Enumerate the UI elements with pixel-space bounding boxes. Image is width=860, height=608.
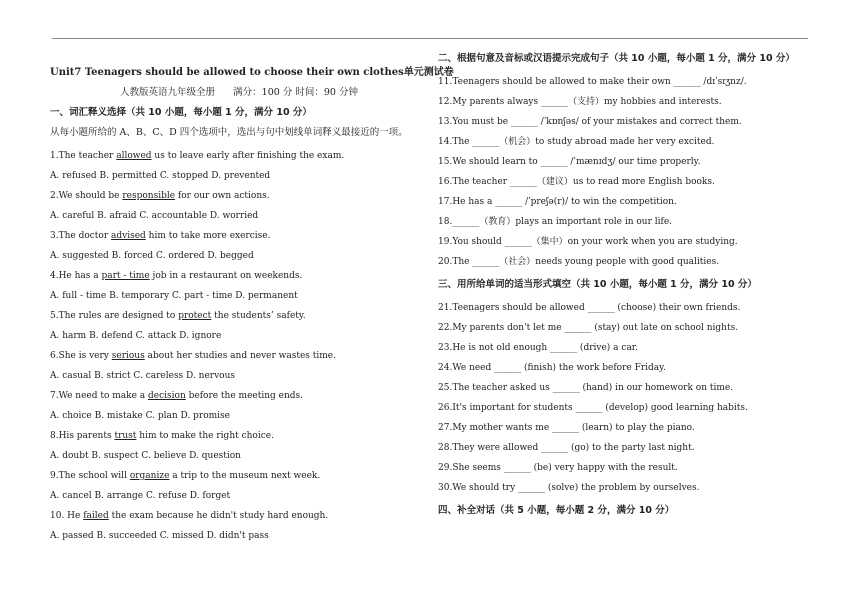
- options-line: A. cancel B. arrange C. refuse D. forget: [50, 491, 231, 501]
- question-text: 7.We need to make a: [50, 391, 149, 401]
- question-text: 5.The rules are designed to: [50, 311, 179, 321]
- question-text: him to make the right choice.: [136, 431, 274, 441]
- options-line: A. refused B. permitted C. stopped D. prevented: [50, 171, 271, 181]
- question-line: 20.The ______（社会）needs young people with good qualities.: [438, 257, 720, 267]
- question-line: 27.My mother wants me ______ (learn) to play the piano.: [438, 423, 695, 433]
- question-line: 26.It's important for students ______ (develop) good learning habits.: [438, 403, 748, 413]
- options-line: A. choice B. mistake C. plan D. promise: [50, 411, 230, 421]
- question-line: [50, 306, 428, 326]
- question-line: 28.They were allowed ______ (go) to the party last night.: [438, 443, 695, 453]
- question-line: 21.Teenagers should be allowed ______ (choose) their own friends.: [438, 303, 741, 313]
- question-text: 2.We should be: [50, 191, 123, 201]
- question-line: [50, 226, 428, 246]
- question-line: 22.My parents don't let me ______ (stay) out late on school nights.: [438, 323, 739, 333]
- question-line: 19.You should ______（集中）on your work when you are studying.: [438, 237, 738, 247]
- options-line: A. careful B. afraid C. accountable D. worried: [50, 211, 259, 221]
- question-line: [50, 466, 428, 486]
- options-line: A. casual B. strict C. careless D. nervous: [50, 371, 236, 381]
- question-text: 4.He has a: [50, 271, 102, 281]
- question-text: 3.The doctor: [50, 231, 111, 241]
- page-subtitle: 人教版英语九年级全册 满分：100 分 时间：90 分钟: [120, 87, 358, 98]
- question-line: [50, 506, 428, 526]
- right-column: [438, 50, 810, 524]
- underlined-word: allowed: [116, 151, 152, 161]
- section1-instruction: 从每小题所给的 A、B、C、D 四个选项中，选出与句中划线单词释义最接近的一项。: [50, 127, 408, 138]
- underlined-word: organize: [129, 471, 170, 481]
- question-line: 16.The teacher ______（建议）us to read more English books.: [438, 177, 715, 187]
- underlined-word: advised: [111, 231, 146, 241]
- question-line: 29.She seems ______ (be) very happy with the result.: [438, 463, 678, 473]
- section3-items: [438, 298, 810, 498]
- question-line: 13.You must be ______ /ˈkɒnʃəs/ of your mistakes and correct them.: [438, 117, 742, 127]
- underlined-word: part - time: [101, 271, 150, 281]
- question-line: 30.We should try ______ (solve) the problem by ourselves.: [438, 483, 700, 493]
- question-line: 24.We need ______ (finish) the work before Friday.: [438, 363, 666, 373]
- question-line: [50, 186, 428, 206]
- left-column: [50, 50, 454, 546]
- question-text: about her studies and never wastes time.: [144, 351, 336, 361]
- question-line: [50, 146, 428, 166]
- underlined-word: trust: [114, 431, 137, 441]
- question-line: 12.My parents always ______（支持）my hobbies and interests.: [438, 97, 722, 107]
- section1-heading: 一、词汇释义选择（共 10 小题，每小题 1 分，满分 10 分）: [50, 107, 312, 118]
- section2-items: [438, 72, 810, 272]
- question-line: 25.The teacher asked us ______ (hand) in our homework on time.: [438, 383, 734, 393]
- question-line: 18.______（教育）plays an important role in our life.: [438, 217, 673, 227]
- question-line: 17.He has a ______ /ˈpreʃə(r)/ to win the competition.: [438, 197, 677, 207]
- question-text: 1.The teacher: [50, 151, 117, 161]
- underlined-word: failed: [83, 511, 109, 521]
- question-line: [50, 266, 428, 286]
- question-text: a trip to the museum next week.: [169, 471, 321, 481]
- question-line: [50, 386, 428, 406]
- question-text: us to leave early after finishing the exam.: [151, 151, 345, 161]
- question-text: him to take more exercise.: [145, 231, 271, 241]
- underlined-word: decision: [148, 391, 186, 401]
- section1-items: [50, 146, 428, 546]
- underlined-word: protect: [178, 311, 212, 321]
- options-line: A. harm B. defend C. attack D. ignore: [50, 331, 222, 341]
- question-line: 14.The ______（机会）to study abroad made her very excited.: [438, 137, 715, 147]
- question-text: before the meeting ends.: [185, 391, 304, 401]
- question-text: for our own actions.: [175, 191, 270, 201]
- section2-heading: 二、根据句意及音标或汉语提示完成句子（共 10 小题，每小题 1 分，满分 10 分）: [438, 53, 795, 64]
- section4-heading: 四、补全对话（共 5 小题，每小题 2 分，满分 10 分）: [438, 505, 675, 516]
- underlined-word: serious: [111, 351, 145, 361]
- question-line: 23.He is not old enough ______ (drive) a car.: [438, 343, 638, 353]
- underlined-word: responsible: [122, 191, 176, 201]
- question-line: 15.We should learn to ______ /ˈmænɪdʒ/ our time properly.: [438, 157, 701, 167]
- question-text: 6.She is very: [50, 351, 112, 361]
- options-line: A. passed B. succeeded C. missed D. didn't pass: [50, 531, 269, 541]
- options-line: A. full - time B. temporary C. part - time D. permanent: [50, 291, 298, 301]
- section3-heading: 三、用所给单词的适当形式填空（共 10 小题，每小题 1 分，满分 10 分）: [438, 279, 757, 290]
- top-rule: [52, 38, 808, 39]
- question-text: 9.The school will: [50, 471, 130, 481]
- question-line: [50, 426, 428, 446]
- page-title: Unit7 Teenagers should be allowed to choose their own clothes单元测试卷: [50, 67, 454, 78]
- question-text: 8.His parents: [50, 431, 115, 441]
- question-text: 10. He: [50, 511, 84, 521]
- question-text: the exam because he didn't study hard enough.: [108, 511, 329, 521]
- question-text: the students’ safety.: [211, 311, 306, 321]
- question-text: job in a restaurant on weekends.: [149, 271, 303, 281]
- options-line: A. doubt B. suspect C. believe D. question: [50, 451, 241, 461]
- question-line: [50, 346, 428, 366]
- question-line: 11.Teenagers should be allowed to make their own ______ /dɪˈsɪʒnz/.: [438, 77, 747, 87]
- options-line: A. suggested B. forced C. ordered D. begged: [50, 251, 254, 261]
